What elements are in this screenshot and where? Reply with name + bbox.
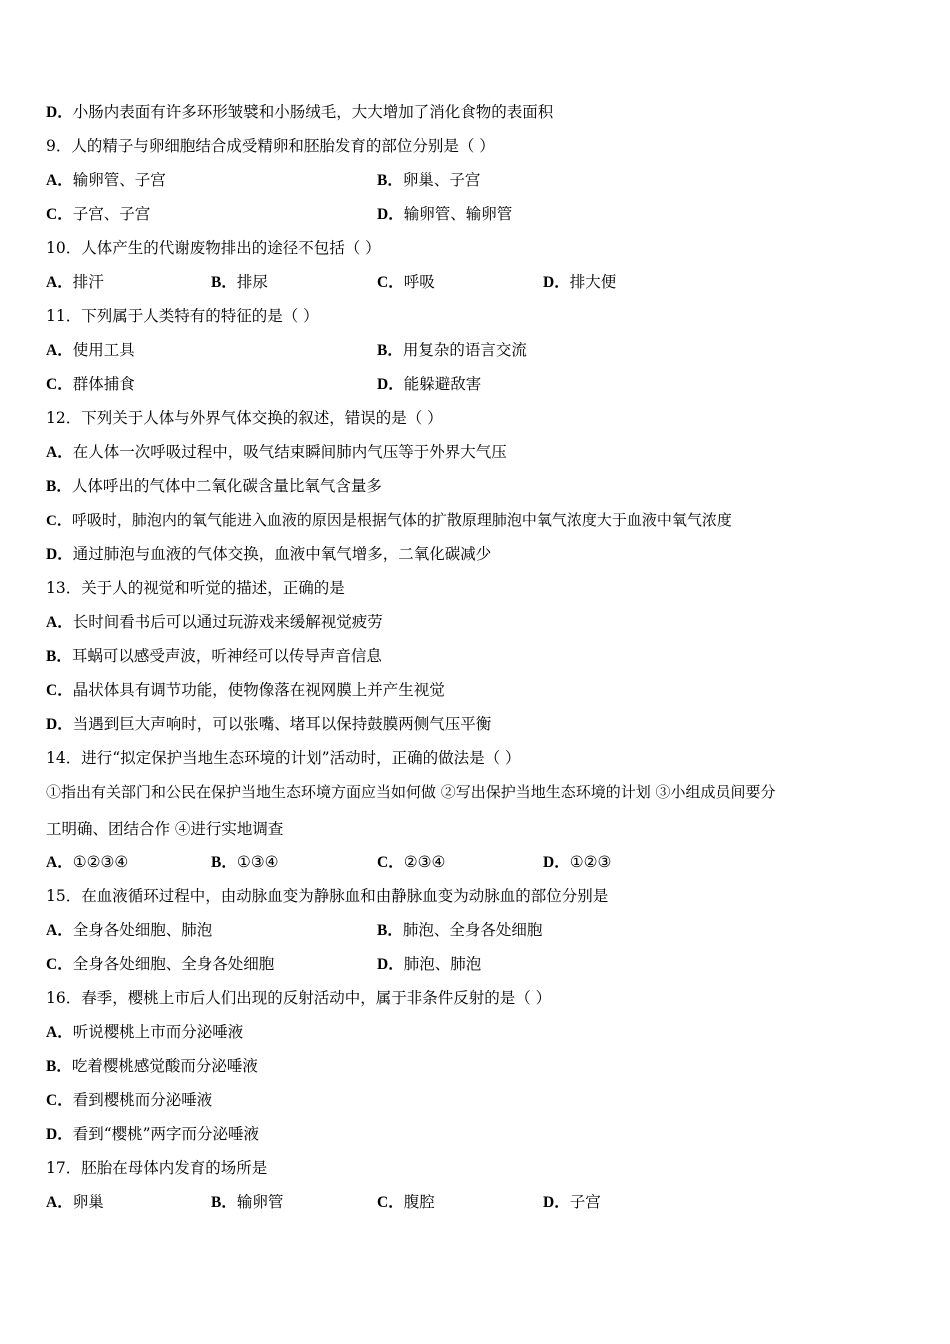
option-text: 输卵管 [236,1193,284,1211]
q16-option-b [46,1056,258,1077]
q11-option-a [46,340,135,361]
option-text: 卵巢 [72,1193,104,1211]
option-text: 排汗 [72,273,104,291]
option-label: C． [377,274,404,291]
q13-option-a [46,612,383,633]
q10-option-c [377,272,435,293]
option-label: C． [46,682,73,699]
option-label: B． [377,342,403,359]
option-text: 能躲避敌害 [403,375,482,393]
option-text: 子宫 [569,1193,601,1211]
option-text: 耳蜗可以感受声波，听神经可以传导声音信息 [71,647,382,665]
q15-option-b [377,920,542,941]
option-label: A． [46,1194,73,1211]
option-text: ①②③④ [72,853,129,871]
option-label: D． [377,206,404,223]
q14-option-c [377,852,445,873]
q12-option-c [46,510,732,531]
q9-option-d [377,204,512,225]
q9-option-b [377,170,480,191]
q15-option-d [377,954,481,975]
q10-stem: 10．人体产生的代谢废物排出的途径不包括（ ） [46,239,381,257]
q15-option-c [46,954,274,975]
option-label: C． [46,376,73,393]
option-text: ②③④ [403,853,446,871]
option-text: 当遇到巨大声响时，可以张嘴、堵耳以保持鼓膜两侧气压平衡 [72,715,492,733]
option-label: B． [211,274,237,291]
option-label: B． [46,478,72,495]
option-text: 子宫、子宫 [72,205,151,223]
q13-option-d [46,714,491,735]
option-text: ①③④ [236,853,279,871]
q14-option-d [543,852,611,873]
option-text: 看到“樱桃”两字而分泌唾液 [72,1125,260,1143]
option-label: A． [46,172,73,189]
q14-stem: 14．进行“拟定保护当地生态环境的计划”活动时，正确的做法是（ ） [46,749,521,767]
option-text: 全身各处细胞、肺泡 [72,921,213,939]
q11-option-d [377,374,481,395]
q16-option-c [46,1090,212,1111]
option-label: B． [46,1058,72,1075]
q17-stem: 17．胚胎在母体内发育的场所是 [46,1159,268,1177]
option-label: B． [377,922,403,939]
option-label: A． [46,274,73,291]
q13-option-b [46,646,382,667]
q9-option-a [46,170,166,191]
option-text: 吃着樱桃感觉酸而分泌唾液 [71,1057,258,1075]
q15-stem: 15．在血液循环过程中，由动脉血变为静脉血和由静脉血变为动脉血的部位分别是 [46,887,609,905]
option-label: D． [46,104,73,121]
option-text: 通过肺泡与血液的气体交换，血液中氧气增多，二氧化碳减少 [72,545,492,563]
option-label: C． [46,513,72,529]
option-label: A． [46,854,73,871]
option-text: 人体呼出的气体中二氧化碳含量比氧气含量多 [71,477,382,495]
option-text: ①②③ [569,853,612,871]
option-label: B． [211,854,237,871]
q10-option-d [543,272,616,293]
option-text: 肺泡、全身各处细胞 [402,921,543,939]
q11-option-b [377,340,527,361]
option-label: D． [46,1126,73,1143]
option-text: 呼吸 [403,273,435,291]
option-text: 输卵管、输卵管 [403,205,513,223]
q15-option-a [46,920,212,941]
q14-option-b [211,852,279,873]
q17-option-d [543,1192,601,1213]
q17-option-a [46,1192,104,1213]
q9-stem: 9．人的精子与卵细胞结合成受精卵和胚胎发育的部位分别是（ ） [46,137,495,155]
q14-items-line-2: 工明确、团结合作 ④进行实地调查 [46,820,284,838]
option-label: D． [46,716,73,733]
option-label: C． [377,1194,404,1211]
option-text: 腹腔 [403,1193,435,1211]
q12-option-b [46,476,382,497]
option-text: 输卵管、子宫 [72,171,166,189]
option-label: A． [46,1024,73,1041]
q8-option-d [46,102,553,123]
option-text: 小肠内表面有许多环形皱襞和小肠绒毛，大大增加了消化食物的表面积 [72,103,554,121]
q16-option-a [46,1022,243,1043]
option-label: D． [543,1194,570,1211]
q11-stem: 11．下列属于人类特有的特征的是（ ） [46,307,319,325]
q10-option-b [211,272,268,293]
q14-items-line-1: ①指出有关部门和公民在保护当地生态环境方面应当如何做 ②写出保护当地生态环境的计划 ③小组成员间要分 [46,783,776,801]
option-text: 听说樱桃上市而分泌唾液 [72,1023,244,1041]
q10-option-a [46,272,104,293]
option-text: 卵巢、子宫 [402,171,481,189]
option-label: C． [46,956,73,973]
option-label: D． [46,546,73,563]
q12-stem: 12．下列关于人体与外界气体交换的叙述，错误的是（ ） [46,409,443,427]
option-text: 长时间看书后可以通过玩游戏来缓解视觉疲劳 [72,613,383,631]
option-label: A． [46,614,73,631]
option-text: 群体捕食 [72,375,135,393]
q16-stem: 16．春季，樱桃上市后人们出现的反射活动中，属于非条件反射的是（ ） [46,989,552,1007]
option-label: B． [46,648,72,665]
option-text: 用复杂的语言交流 [402,341,527,359]
q12-option-d [46,544,491,565]
q11-option-c [46,374,135,395]
option-label: A． [46,444,73,461]
q13-stem: 13．关于人的视觉和听觉的描述，正确的是 [46,579,345,597]
option-label: C． [46,206,73,223]
option-label: A． [46,342,73,359]
option-text: 看到樱桃而分泌唾液 [72,1091,213,1109]
q9-option-c [46,204,150,225]
option-label: D． [543,854,570,871]
option-label: C． [46,1092,73,1109]
q13-option-c [46,680,445,701]
option-label: B． [377,172,403,189]
option-text: 使用工具 [72,341,135,359]
q16-option-d [46,1124,259,1145]
q17-option-b [211,1192,283,1213]
option-label: D． [543,274,570,291]
q17-option-c [377,1192,435,1213]
q12-option-a [46,442,507,463]
option-text: 在人体一次呼吸过程中，吸气结束瞬间肺内气压等于外界大气压 [72,443,507,461]
option-label: B． [211,1194,237,1211]
option-text: 呼吸时，肺泡内的氧气能进入血液的原因是根据气体的扩散原理肺泡中氧气浓度大于血液中氧气浓度 [71,511,732,529]
q14-option-a [46,852,128,873]
option-text: 排尿 [236,273,268,291]
option-label: A． [46,922,73,939]
option-text: 全身各处细胞、全身各处细胞 [72,955,275,973]
option-text: 排大便 [569,273,617,291]
option-text: 肺泡、肺泡 [403,955,482,973]
option-label: D． [377,376,404,393]
option-text: 晶状体具有调节功能，使物像落在视网膜上并产生视觉 [72,681,445,699]
option-label: D． [377,956,404,973]
option-label: C． [377,854,404,871]
